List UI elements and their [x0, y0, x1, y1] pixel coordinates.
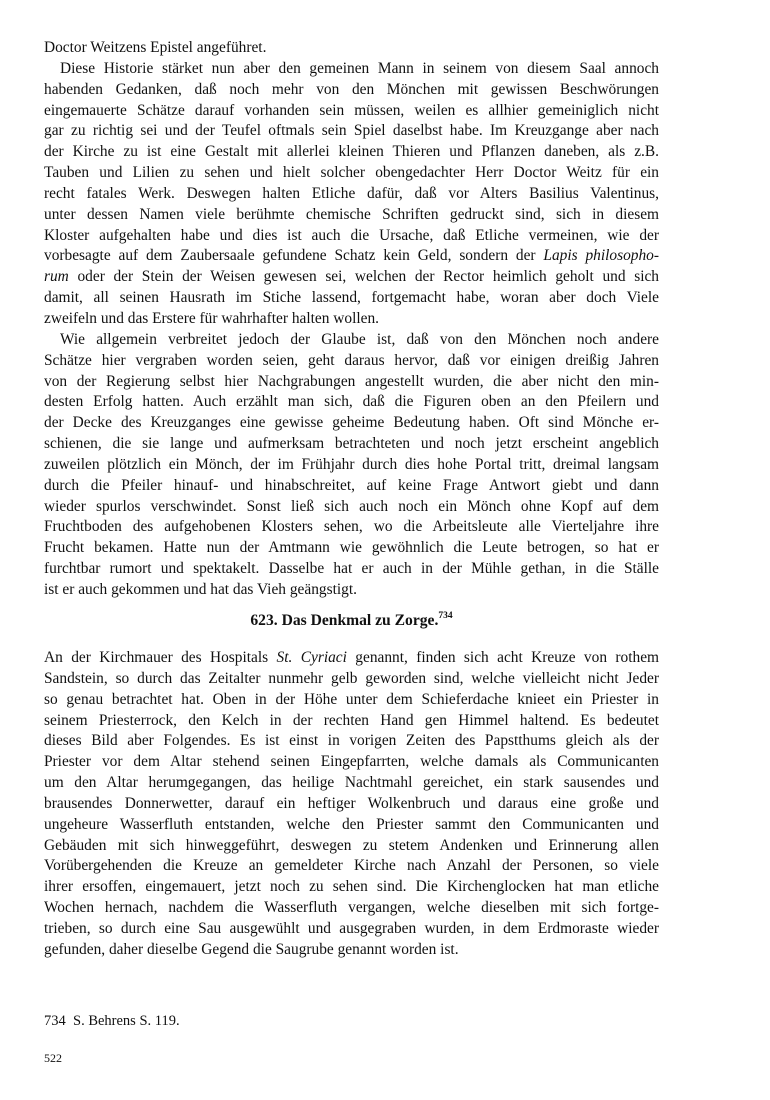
footnote-number: 734	[44, 1013, 66, 1029]
text-segment: genannt, finden sich acht Kreuze von rothem	[346, 649, 659, 666]
text-segment: eingemauerte Schätze darauf vorhanden sein müssen, weilen es allhier gemeiniglich nicht	[44, 101, 659, 119]
text-segment: durch die Pfeiler hinauf- und hinabschreitet, auf keine Frage Antwort giebt und dann	[44, 476, 659, 494]
text-segment: Priester vor dem Altar stehend seinen Eingepfarrten, welche damals als Communicanten	[44, 753, 659, 771]
text-line	[44, 59, 659, 80]
text-line	[44, 246, 659, 267]
text-segment: Frucht bekamen. Hatte nun der Amtmann wie gewöhnlich die Leute betrogen, so hat er	[44, 539, 659, 557]
italic-text: Lapis philosopho-	[543, 247, 659, 265]
text-line	[44, 476, 659, 497]
section-heading	[44, 611, 659, 631]
text-line	[44, 580, 659, 601]
text-line	[44, 309, 659, 330]
text-line	[44, 773, 659, 794]
text-line	[44, 455, 659, 476]
text-segment: Vorübergehenden die Kreuze an gemeldeter Kirche nach Anzahl der Personen, so viele	[44, 857, 659, 875]
text-line	[44, 184, 659, 205]
text-line	[44, 413, 659, 434]
text-segment: seinem Priesterrock, den Kelch in der rechten Hand gen Himmel haltend. Es bedeutet	[44, 711, 659, 729]
text-line	[44, 434, 659, 455]
text-segment: zweifeln und das Erstere für wahrhafter halten wollen.	[44, 309, 380, 327]
text-line	[44, 538, 659, 559]
text-line	[44, 372, 659, 393]
text-line	[44, 940, 659, 961]
text-segment: wieder spurlos verschwindet. Sonst ließ sich auch noch ein Mönch ohne Kopf auf dem	[44, 497, 659, 515]
italic-text: rum	[44, 268, 69, 286]
text-segment: um den Altar herumgegangen, das heilige Nachtmahl gereichet, ein stark sausendes und	[44, 774, 659, 792]
text-line	[44, 497, 659, 518]
text-line	[44, 392, 659, 413]
text-segment: so genau betrachtet hat. Oben in der Höhe unter dem Schieferdache knieet ein Priester in	[44, 690, 659, 708]
text-line	[44, 669, 659, 690]
text-line	[44, 836, 659, 857]
text-line	[44, 898, 659, 919]
text-segment: furchtbar rumort und spektakelt. Dasselbe hat er auch in der Mühle gethan, in die Ställe	[44, 560, 659, 578]
text-segment: Diese Historie stärket nun aber den gemeinen Mann in seinem von diesem Saal annoch	[60, 59, 659, 77]
text-segment: Gebäuden mit sich hinweggeführt, deswegen zu stetem Andenken und Erinnerung allen	[44, 836, 659, 854]
text-line	[44, 856, 659, 877]
section-1-body	[44, 38, 659, 601]
text-segment: der Kirche zu ist eine Gestalt mit allerlei kleinen Thieren und Pflanzen daneben, als z.B.	[44, 143, 659, 161]
heading-title: 623. Das Denkmal zu Zorge.	[250, 612, 439, 629]
text-line	[44, 517, 659, 538]
text-line	[44, 101, 659, 122]
text-segment: Wochen hernach, nachdem die Wasserfluth vergangen, welche dieselben mit sich fortge-	[44, 899, 659, 917]
text-segment: ihrer ersoffen, eingemauert, jetzt noch zu sehen sind. Die Kirchenglocken hat man etliche	[44, 878, 659, 896]
text-line	[44, 226, 659, 247]
text-segment: Fruchtboden des aufgehobenen Klosters sehen, wo die Arbeitsleute alle Vierteljahre ihre	[44, 518, 659, 536]
text-segment: von der Regierung selbst hier Nachgrabungen angestellt wurden, die aber nicht den min-	[44, 372, 659, 390]
section-2-body	[44, 648, 659, 961]
text-line	[44, 288, 659, 309]
italic-text: St. Cyriaci	[276, 649, 347, 666]
text-segment: Wie allgemein verbreitet jedoch der Glaube ist, daß von den Mönchen noch andere	[60, 330, 659, 348]
text-segment: trieben, so durch eine Sau ausgewühlt und ausgegraben wurden, in dem Erdmoraste wieder	[44, 919, 659, 937]
text-segment: damit, all seinen Hausrath im Stiche lassend, fortgemacht habe, woran aber doch Viele	[44, 289, 659, 307]
text-segment: schienen, die sie lange und aufmerksam betrachteten und noch jetzt erscheint angeblich	[44, 435, 659, 453]
text-line	[44, 794, 659, 815]
text-segment: Tauben und Lilien zu sehen und hielt solcher obengedachter Herr Doctor Weitz für ein	[44, 164, 659, 182]
text-line	[44, 38, 659, 59]
text-segment: recht fatales Werk. Deswegen halten Etliche dafür, daß vor Alters Basilius Valentinus,	[44, 184, 659, 202]
text-segment: Sandstein, so durch das Zeitalter nunmehr gelb geworden sind, welche vielleicht nicht Jeder	[44, 669, 659, 687]
text-line	[44, 267, 659, 288]
text-line	[44, 205, 659, 226]
text-line	[44, 919, 659, 940]
text-line	[44, 752, 659, 773]
text-segment: Kloster aufgehalten habe und dies ist auch die Ursache, daß Etliche vermeinen, wie der	[44, 226, 659, 244]
page-number: 522	[44, 1051, 62, 1065]
text-segment: gefunden, daher dieselbe Gegend die Saugrube genannt worden ist.	[44, 940, 459, 958]
text-segment: zuweilen plötzlich ein Mönch, der im Frühjahr durch dies hohe Portal tritt, dreimal langsam	[44, 455, 659, 473]
text-line	[44, 648, 659, 669]
footnote-text: S. Behrens S. 119.	[73, 1013, 180, 1029]
text-line	[44, 877, 659, 898]
footnote	[44, 1012, 180, 1030]
text-segment: ungeheure Wasserfluth entstanden, welche den Priester sammt den Communicanten und	[44, 815, 659, 833]
text-segment: gar zu richtig sei und der Teufel oftmals sein Spiel daselbst habe. Im Kreuzgange aber nach	[44, 122, 659, 140]
text-line	[44, 690, 659, 711]
text-line	[44, 142, 659, 163]
text-line	[44, 330, 659, 351]
text-line	[44, 731, 659, 752]
text-segment: unter dessen Namen viele berühmte chemische Schriften gedruckt sind, sich in diesem	[44, 205, 659, 223]
text-segment: ist er auch gekommen und hat das Vieh geängstigt.	[44, 580, 357, 598]
text-segment: brausendes Donnerwetter, darauf ein heftiger Wolkenbruch und daraus eine große und	[44, 794, 659, 812]
text-line	[44, 351, 659, 372]
text-segment: oder der Stein der Weisen gewesen sei, welchen der Rector heimlich geholt und sich	[68, 268, 659, 286]
text-line	[44, 559, 659, 580]
text-line	[44, 163, 659, 184]
text-segment: vorbesagte auf dem Zaubersaale gefundene Schatz kein Geld, sondern der	[44, 247, 544, 265]
text-segment: dieses Bild aber Folgendes. Es ist einst in vorigen Zeiten des Papstthums gleich als der	[44, 732, 659, 750]
text-segment: habenden Gedanken, daß noch mehr von den Mönchen mit gewissen Beschwörungen	[44, 80, 659, 98]
heading-footnote-ref: 734	[438, 611, 453, 621]
text-segment: Doctor Weitzens Epistel angeführet.	[44, 39, 267, 56]
text-segment: An der Kirchmauer des Hospitals	[44, 649, 277, 666]
text-line	[44, 815, 659, 836]
text-line	[44, 121, 659, 142]
text-line	[44, 80, 659, 101]
text-line	[44, 711, 659, 732]
text-segment: desten Erfolg hatten. Auch erzählt man sich, daß die Figuren oben an den Pfeilern und	[44, 393, 659, 411]
text-segment: der Decke des Kreuzganges eine gewisse geheime Bedeutung haben. Oft sind Mönche er-	[44, 414, 659, 432]
text-segment: Schätze hier vergraben worden seien, geht daraus hervor, daß vor einigen dreißig Jahren	[44, 351, 659, 369]
